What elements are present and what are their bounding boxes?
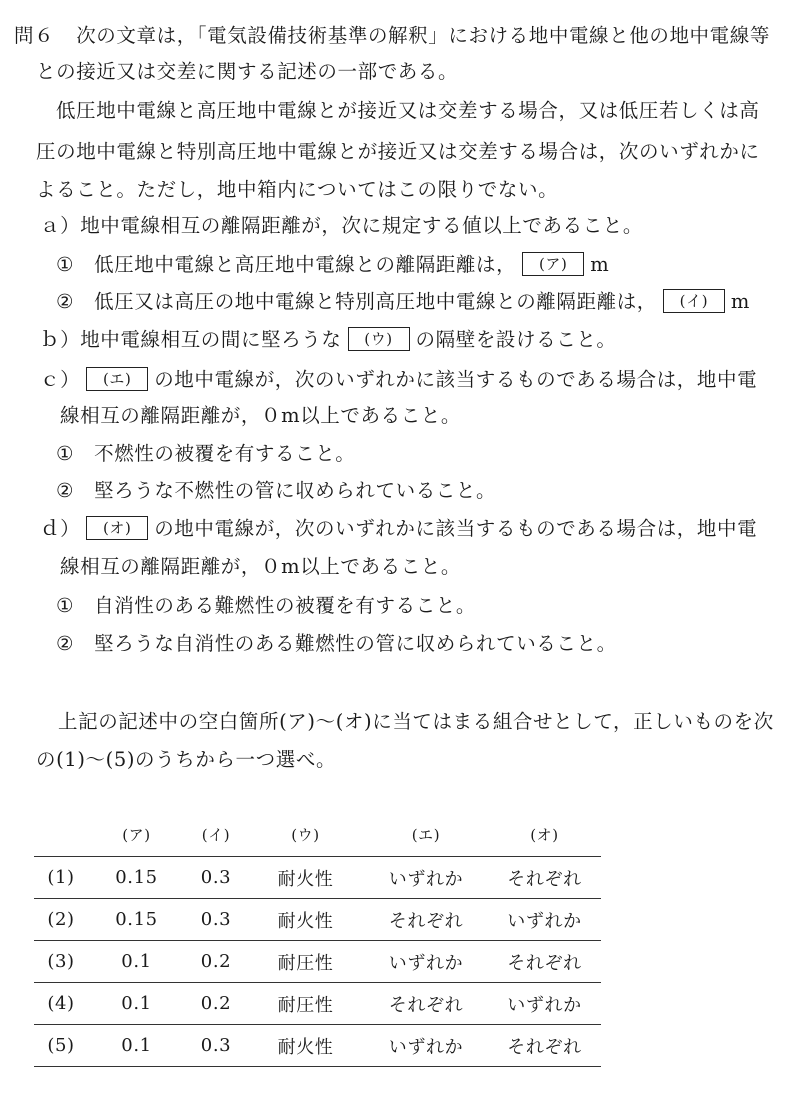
table-header: (エ) — [411, 825, 441, 844]
intro-line-2: 圧の地中電線と特別高圧地中電線とが接近又は交差する場合は，次のいずれかに — [36, 140, 760, 163]
item-a-text: ａ）地中電線相互の離隔距離が，次に規定する値以上であること。 — [40, 214, 644, 237]
item-d-line-2: 線相互の離隔距離が，０m以上であること。 — [60, 555, 461, 578]
question-line-2: との接近又は交差に関する記述の一部である。 — [36, 60, 459, 83]
item-c-sub-1: ① 不燃性の被覆を有すること。 — [56, 442, 356, 465]
table-cell: いずれか — [364, 941, 488, 983]
table-cell: 0.15 — [88, 857, 185, 899]
table-cell: 耐火性 — [247, 1025, 364, 1067]
table-cell: いずれか — [364, 857, 488, 899]
circled-2: ② — [56, 632, 75, 655]
circled-2: ② — [56, 479, 75, 502]
table-cell: (3) — [34, 941, 88, 983]
item-c-label: ｃ） — [40, 368, 81, 391]
table-header: (オ) — [530, 825, 559, 844]
blank-i: (イ) — [663, 289, 725, 313]
table-cell: それぞれ — [364, 899, 488, 941]
item-d-label: ｄ） — [40, 517, 81, 540]
table-row — [34, 941, 601, 983]
table-cell: それぞれ — [488, 857, 601, 899]
table-cell: (4) — [34, 983, 88, 1025]
table-cell: 耐火性 — [247, 857, 364, 899]
question-line-1: 次の文章は，「電気設備技術基準の解釈」における地中電線と他の地中電線等 — [76, 24, 770, 47]
instruction-line-2: の(1)～(5)のうちから一つ選べ。 — [36, 748, 337, 771]
intro-line-3: よること。ただし，地中箱内についてはこの限りでない。 — [36, 178, 559, 201]
blank-u: (ウ) — [348, 327, 410, 351]
table-cell: 耐圧性 — [247, 983, 364, 1025]
table-cell: いずれか — [488, 983, 601, 1025]
item-a-sub-2: ② 低圧又は高圧の地中電線と特別高圧地中電線との離隔距離は， (イ) m — [56, 290, 750, 313]
table-cell: 0.3 — [185, 1025, 247, 1067]
table-header — [34, 812, 88, 857]
table-cell: 0.3 — [185, 899, 247, 941]
intro-line-1: 低圧地中電線と高圧地中電線とが接近又は交差する場合，又は低圧若しくは高 — [56, 99, 760, 122]
item-a-sub-1: ① 低圧地中電線と高圧地中電線との離隔距離は， (ア) m — [56, 253, 610, 276]
table-cell: いずれか — [488, 899, 601, 941]
blank-o: (オ) — [86, 516, 148, 540]
circled-2: ② — [56, 290, 75, 313]
table-row — [34, 983, 601, 1025]
table-cell: 0.3 — [185, 857, 247, 899]
table-cell: 0.15 — [88, 899, 185, 941]
table-cell: 0.2 — [185, 941, 247, 983]
item-d-sub-2: ② 堅ろうな自消性のある難燃性の管に収められていること。 — [56, 632, 617, 655]
item-c-line-2: 線相互の離隔距離が，０m以上であること。 — [60, 404, 461, 427]
table-row — [34, 899, 601, 941]
unit-m: m — [590, 253, 610, 276]
circled-1: ① — [56, 442, 75, 465]
table-cell: 0.1 — [88, 983, 185, 1025]
table-row — [34, 1025, 601, 1067]
answer-table — [34, 812, 601, 1067]
circled-1: ① — [56, 594, 75, 617]
table-header-row — [34, 812, 601, 857]
blank-e: (エ) — [86, 367, 148, 391]
table-cell: いずれか — [364, 1025, 488, 1067]
table-header: (ウ) — [291, 825, 320, 844]
table-cell: それぞれ — [364, 983, 488, 1025]
item-b: ｂ）地中電線相互の間に堅ろうな (ウ) の隔壁を設けること。 — [40, 328, 617, 351]
table-cell: 耐火性 — [247, 899, 364, 941]
table-cell: それぞれ — [488, 1025, 601, 1067]
table-cell: (2) — [34, 899, 88, 941]
item-c-sub-2: ② 堅ろうな不燃性の管に収められていること。 — [56, 479, 497, 502]
blank-a: (ア) — [522, 252, 584, 276]
unit-m: m — [730, 290, 750, 313]
table-cell: (1) — [34, 857, 88, 899]
instruction-line-1: 上記の記述中の空白箇所(ア)～(オ)に当てはまる組合せとして，正しいものを次 — [58, 710, 774, 733]
table-header: (イ) — [201, 825, 231, 844]
table-cell: (5) — [34, 1025, 88, 1067]
table-header: (ア) — [122, 825, 151, 844]
table-row — [34, 857, 601, 899]
item-d-sub-1: ① 自消性のある難燃性の被覆を有すること。 — [56, 594, 476, 617]
circled-1: ① — [56, 253, 75, 276]
table-cell: それぞれ — [488, 941, 601, 983]
table-cell: 0.1 — [88, 1025, 185, 1067]
table-cell: 0.2 — [185, 983, 247, 1025]
table-cell: 0.1 — [88, 941, 185, 983]
table-cell: 耐圧性 — [247, 941, 364, 983]
question-number: 問６ — [14, 24, 55, 47]
